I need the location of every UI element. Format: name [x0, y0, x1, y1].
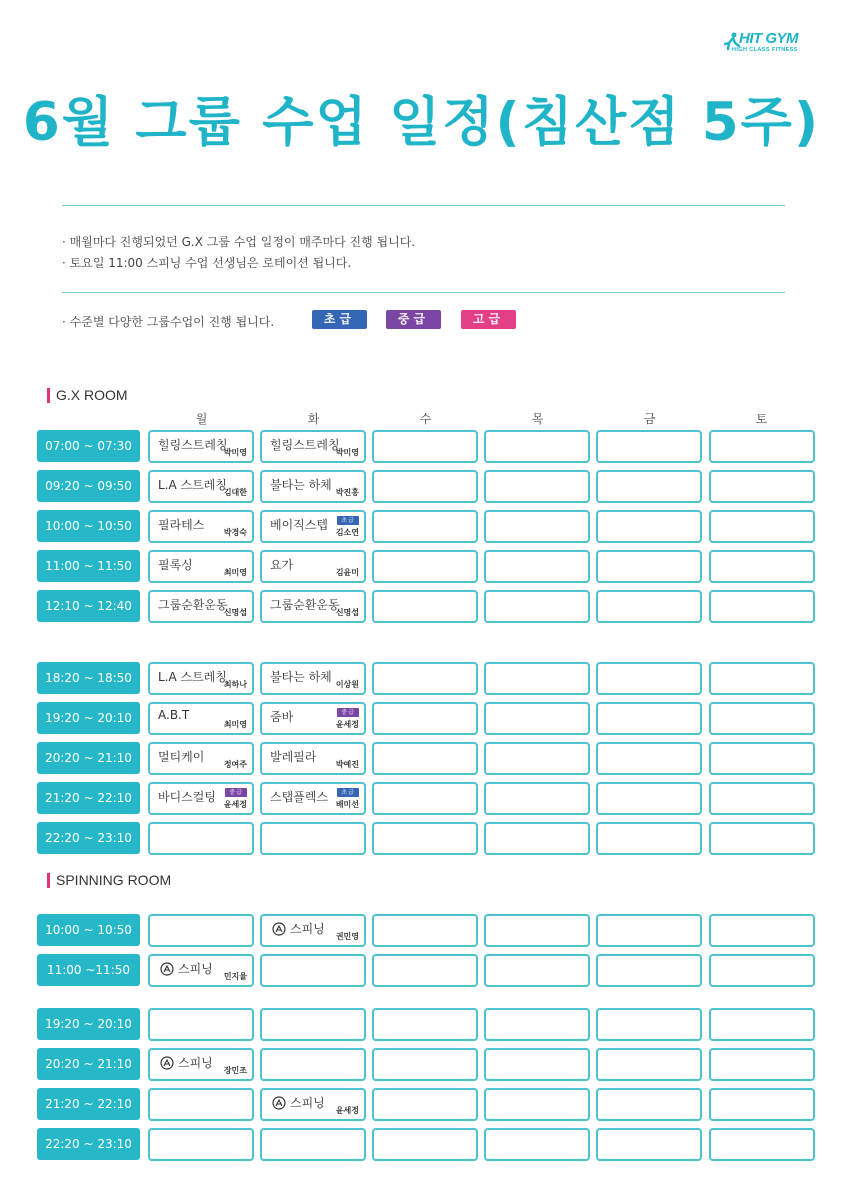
empty-cell [596, 510, 702, 543]
time-slot: 10:00 ~ 10:50 [37, 914, 140, 946]
empty-cell [260, 1008, 366, 1041]
class-cell [148, 430, 254, 463]
spinning-bike-icon [272, 921, 286, 935]
empty-cell [709, 1048, 815, 1081]
note-2: · 토요일 11:00 스피닝 수업 선생님은 로테이션 됩니다. [62, 256, 352, 270]
instructor-name: 김소연 [335, 528, 359, 537]
class-cell [260, 430, 366, 463]
class-name: 스피닝 [290, 1096, 325, 1110]
empty-cell [709, 914, 815, 947]
empty-cell [372, 590, 478, 623]
class-name: 스피닝 [178, 1056, 213, 1070]
gx-room-heading: G.X ROOM [47, 388, 128, 403]
instructor-name: 정여주 [223, 760, 247, 769]
note-1: · 매월마다 진행되었던 G.X 그룹 수업 일정이 매주마다 진행 됩니다. [62, 235, 416, 249]
empty-cell [596, 470, 702, 503]
empty-cell [709, 1088, 815, 1121]
day-wed: 수 [419, 412, 432, 426]
empty-cell [372, 510, 478, 543]
spinning-bike-icon [160, 961, 174, 975]
empty-cell [372, 1088, 478, 1121]
empty-cell [596, 742, 702, 775]
empty-cell [596, 702, 702, 735]
level-advanced-badge: 고급 [461, 310, 516, 329]
class-cell [260, 1088, 366, 1121]
class-name: 줌바 [270, 710, 294, 724]
time-slot: 11:00 ~ 11:50 [37, 550, 140, 582]
class-cell [260, 590, 366, 623]
class-name: A.B.T [158, 708, 190, 722]
time-slot: 19:20 ~ 20:10 [37, 1008, 140, 1040]
empty-cell [709, 822, 815, 855]
level-beginner-badge: 초급 [312, 310, 367, 329]
time-slot: 18:20 ~ 18:50 [37, 662, 140, 694]
empty-cell [372, 1008, 478, 1041]
instructor-name: 배미선 [335, 800, 359, 809]
instructor-name: 윤세정 [335, 1106, 359, 1115]
empty-cell [484, 782, 590, 815]
empty-cell [484, 914, 590, 947]
empty-cell [372, 914, 478, 947]
class-cell [148, 742, 254, 775]
time-slot: 22:20 ~ 23:10 [37, 822, 140, 854]
empty-cell [148, 1008, 254, 1041]
empty-cell [709, 662, 815, 695]
day-tue: 화 [307, 412, 320, 426]
empty-cell [484, 550, 590, 583]
class-cell [148, 510, 254, 543]
time-slot: 22:20 ~ 23:10 [37, 1128, 140, 1160]
instructor-name: 윤세정 [223, 800, 247, 809]
instructor-name: 신명섭 [335, 608, 359, 617]
empty-cell [596, 1088, 702, 1121]
empty-cell [596, 662, 702, 695]
level-badge: 초급 [337, 516, 359, 525]
empty-cell [484, 1128, 590, 1161]
empty-cell [596, 1008, 702, 1041]
empty-cell [709, 782, 815, 815]
time-slot: 11:00 ~11:50 [37, 954, 140, 986]
empty-cell [596, 914, 702, 947]
spinning-bike-icon [160, 1055, 174, 1069]
empty-cell [372, 742, 478, 775]
class-cell [148, 590, 254, 623]
class-cell [260, 742, 366, 775]
class-name: 발레필라 [270, 750, 317, 764]
class-cell [260, 662, 366, 695]
empty-cell [484, 702, 590, 735]
empty-cell [372, 1048, 478, 1081]
class-name: 불타는 하체 [270, 670, 332, 684]
logo-tagline: HIGH CLASS FITNESS [732, 47, 798, 53]
class-name: 필라테스 [158, 518, 205, 532]
empty-cell [260, 1128, 366, 1161]
instructor-name: 박미영 [223, 448, 247, 457]
empty-cell [709, 470, 815, 503]
empty-cell [709, 702, 815, 735]
empty-cell [372, 550, 478, 583]
class-name: 스피닝 [178, 962, 213, 976]
class-cell [260, 702, 366, 735]
instructor-name: 박예진 [335, 760, 359, 769]
empty-cell [596, 822, 702, 855]
class-cell [148, 470, 254, 503]
instructor-name: 민지율 [223, 972, 247, 981]
class-name: 요가 [270, 558, 294, 572]
empty-cell [372, 470, 478, 503]
empty-cell [484, 662, 590, 695]
class-cell [260, 470, 366, 503]
class-cell [260, 550, 366, 583]
class-name: 힐링스트레칭 [270, 438, 340, 452]
empty-cell [596, 430, 702, 463]
time-slot: 12:10 ~ 12:40 [37, 590, 140, 622]
level-intermediate-badge: 중급 [386, 310, 441, 329]
empty-cell [484, 430, 590, 463]
class-cell [148, 1048, 254, 1081]
instructor-name: 박경숙 [223, 528, 247, 537]
time-slot: 19:20 ~ 20:10 [37, 702, 140, 734]
time-slot: 21:20 ~ 22:10 [37, 1088, 140, 1120]
time-slot: 20:20 ~ 21:10 [37, 1048, 140, 1080]
instructor-name: 권민영 [335, 932, 359, 941]
empty-cell [709, 510, 815, 543]
empty-cell [484, 590, 590, 623]
class-name: L.A 스트레칭 [158, 478, 227, 492]
day-sat: 토 [755, 412, 768, 426]
spinning-room-heading: SPINNING ROOM [47, 873, 171, 888]
instructor-name: 김대한 [223, 488, 247, 497]
time-slot: 20:20 ~ 21:10 [37, 742, 140, 774]
level-badge: 초급 [337, 788, 359, 797]
empty-cell [596, 550, 702, 583]
time-slot: 10:00 ~ 10:50 [37, 510, 140, 542]
empty-cell [709, 1128, 815, 1161]
class-name: 필록싱 [158, 558, 193, 572]
class-name: 베이직스텝 [270, 518, 328, 532]
empty-cell [260, 822, 366, 855]
empty-cell [484, 470, 590, 503]
empty-cell [709, 430, 815, 463]
class-name: 그룹순환운동 [158, 598, 228, 612]
day-mon: 월 [195, 412, 208, 426]
class-name: L.A 스트레칭 [158, 670, 227, 684]
class-cell [260, 782, 366, 815]
empty-cell [596, 1128, 702, 1161]
day-thu: 목 [531, 412, 544, 426]
empty-cell [596, 782, 702, 815]
class-name: 힐링스트레칭 [158, 438, 228, 452]
instructor-name: 박진홍 [335, 488, 359, 497]
empty-cell [148, 1088, 254, 1121]
instructor-name: 김윤미 [335, 568, 359, 577]
empty-cell [596, 1048, 702, 1081]
empty-cell [260, 1048, 366, 1081]
hit-gym-logo [724, 30, 814, 58]
empty-cell [148, 914, 254, 947]
class-name: 바디스컬팅 [158, 790, 216, 804]
empty-cell [484, 1088, 590, 1121]
divider [62, 205, 785, 206]
empty-cell [260, 954, 366, 987]
day-fri: 금 [643, 412, 656, 426]
empty-cell [484, 510, 590, 543]
instructor-name: 최하나 [223, 680, 247, 689]
instructor-name: 최미영 [223, 720, 247, 729]
instructor-name: 장민조 [223, 1066, 247, 1075]
note-3: · 수준별 다양한 그룹수업이 진행 됩니다. [62, 315, 275, 329]
class-name: 스피닝 [290, 922, 325, 936]
class-name: 멀티케이 [158, 750, 205, 764]
logo-brand: HIT GYM [739, 30, 798, 47]
class-cell [260, 510, 366, 543]
empty-cell [484, 742, 590, 775]
empty-cell [484, 954, 590, 987]
empty-cell [709, 742, 815, 775]
instructor-name: 윤세정 [335, 720, 359, 729]
level-badge: 중급 [337, 708, 359, 717]
empty-cell [709, 954, 815, 987]
class-name: 스탭플렉스 [270, 790, 328, 804]
class-name: 불타는 하체 [270, 478, 332, 492]
instructor-name: 이상원 [335, 680, 359, 689]
empty-cell [372, 702, 478, 735]
instructor-name: 박미영 [335, 448, 359, 457]
empty-cell [372, 954, 478, 987]
empty-cell [148, 1128, 254, 1161]
class-name: 그룹순환운동 [270, 598, 340, 612]
weekday-header [0, 410, 843, 428]
empty-cell [709, 550, 815, 583]
instructor-name: 최미영 [223, 568, 247, 577]
class-cell [148, 662, 254, 695]
time-slot: 07:00 ~ 07:30 [37, 430, 140, 462]
class-cell [148, 954, 254, 987]
instructor-name: 신명섭 [223, 608, 247, 617]
empty-cell [709, 1008, 815, 1041]
empty-cell [596, 954, 702, 987]
class-cell [148, 550, 254, 583]
time-slot: 09:20 ~ 09:50 [37, 470, 140, 502]
level-badge: 중급 [225, 788, 247, 797]
empty-cell [596, 590, 702, 623]
empty-cell [484, 1048, 590, 1081]
spinning-bike-icon [272, 1095, 286, 1109]
empty-cell [148, 822, 254, 855]
page-title: 6월 그룹 수업 일정(침산점 5주) [22, 92, 821, 153]
empty-cell [372, 782, 478, 815]
class-cell [148, 782, 254, 815]
empty-cell [709, 590, 815, 623]
empty-cell [372, 430, 478, 463]
empty-cell [484, 822, 590, 855]
empty-cell [484, 1008, 590, 1041]
empty-cell [372, 822, 478, 855]
divider [62, 292, 785, 293]
class-cell [260, 914, 366, 947]
empty-cell [372, 662, 478, 695]
empty-cell [372, 1128, 478, 1161]
time-slot: 21:20 ~ 22:10 [37, 782, 140, 814]
class-cell [148, 702, 254, 735]
